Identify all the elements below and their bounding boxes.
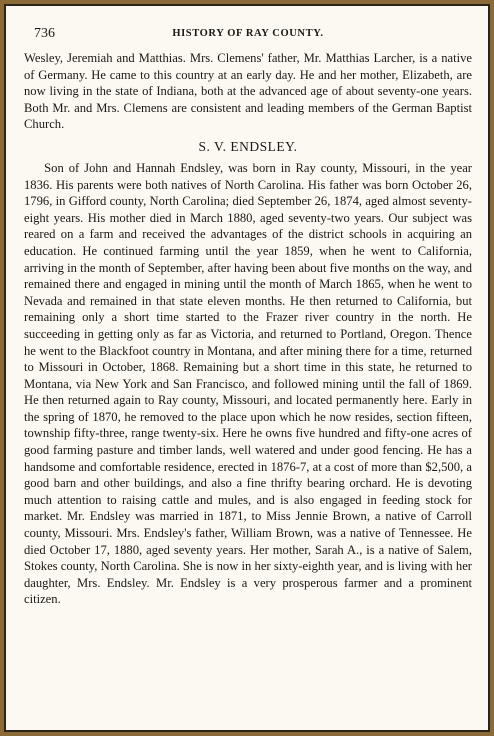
running-title: HISTORY OF RAY COUNTY. xyxy=(172,28,324,39)
paragraph-endsley: Son of John and Hannah Endsley, was born in Ray county, Missouri, in the year 1836. His parents were both natives of North Carolina. His father was born October 26, 1796, in Gifford county, North Carolina; died September 26, 1874, aged almost seventy-eight years. His mother died in March 1880, aged seventy-two years. Our subject was reared on a farm and received the advantages of the district schools in acquiring an education. He continued farming until the year 1859, when he went to California, arriving in the month of September, after having been about five months on the way, and remained there and engaged in mining until the month of March 1865, when he went to Nevada and remained in that state eleven months. He then returned to California, but remaining only a short time started to the Frazer river country in the north. He succeeding in getting only as far as Victoria, and returned to Portland, Oregon. Thence he went to the Blackfoot country in Montana, and after mining there for a time, returned to Missouri in October, 1868. Remaining but a short time in this state, he returned to Montana, via New York and San Francisco, and followed mining until the fall of 1869. He then returned again to Ray county, Missouri, and located permanently here. Early in the spring of 1870, he removed to the place upon which he now resides, section fifteen, township fifty-three, range twenty-six. Here he owns five hundred and fifty-one acres of good farming pasture and timber lands, well watered and under good fencing. He has a handsome and comfortable residence, erected in 1876-7, at a cost of more than $2,500, a good barn and other buildings, and also a fine thrifty bearing orchard. He is devoting much attention to raising cattle and mules, and is also engaged in feeding stock for market. Mr. Endsley was married in 1871, to Miss Jennie Brown, a native of Carroll county, Missouri. Mrs. Endsley's father, William Brown, was a native of Tennessee. He died October 17, 1880, aged seventy years. Her mother, Sarah A., is a native of Salem, Stokes county, North Carolina. She is now in her sixty-eighth year, and is living with her daughter, Mrs. Endsley. Mr. Endsley is a very prosperous farmer and a prominent citizen. xyxy=(24,160,472,607)
paragraph-clemens: Wesley, Jeremiah and Matthias. Mrs. Clemens' father, Mr. Matthias Larcher, is a native of Germany. He came to this country at an early day. He and her mother, Elizabeth, are now living in the state of Indiana, both at the advanced age of about seventy-one years. Both Mr. and Mrs. Clemens are consistent and leading members of the German Baptist Church. xyxy=(24,51,472,132)
section-heading: S. V. ENDSLEY. xyxy=(198,138,298,154)
page-number: 736 xyxy=(34,26,55,41)
page-header xyxy=(24,26,472,42)
book-page xyxy=(4,4,490,732)
